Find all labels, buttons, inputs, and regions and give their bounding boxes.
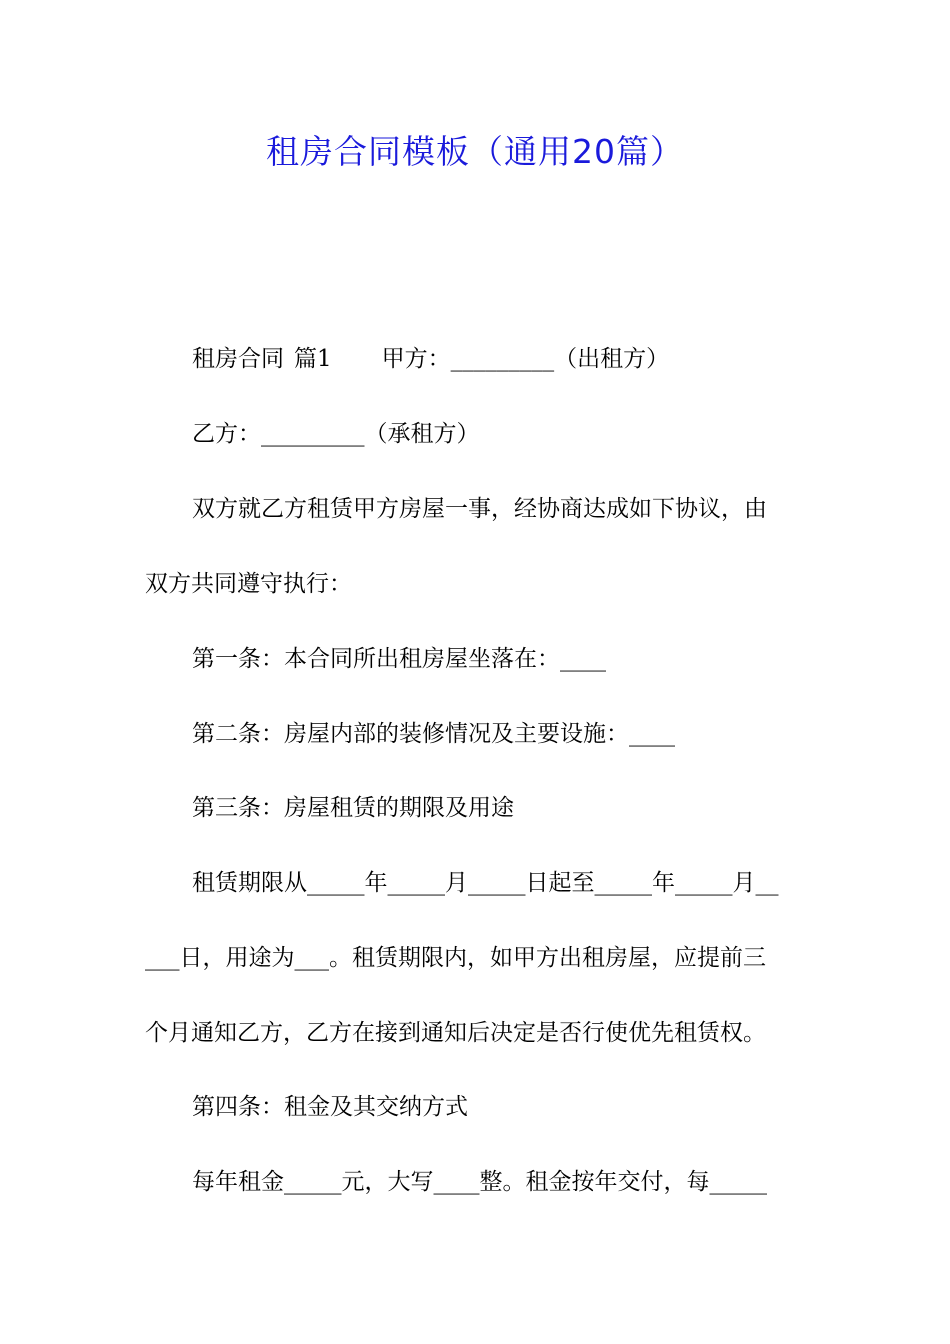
- article-2: 第二条：房屋内部的装修情况及主要设施：____: [192, 721, 675, 747]
- rent-line: 每年租金_____元，大写____整。租金按年交付，每_____: [192, 1169, 767, 1195]
- contract-name: 租房合同: [192, 346, 284, 372]
- contract-header-line: [192, 343, 862, 375]
- document-title: 租房合同模板（通用20篇）: [266, 132, 684, 171]
- lease-term-line-cont2: 个月通知乙方，乙方在接到通知后决定是否行使优先租赁权。: [145, 1020, 766, 1046]
- party-b-line: 乙方：_________（承租方）: [192, 421, 480, 447]
- party-a-line: 甲方：_________（出租方）: [381, 346, 670, 372]
- paragraph-intro: 双方就乙方租赁甲方房屋一事，经协商达成如下协议，由: [192, 496, 767, 522]
- article-4: 第四条：租金及其交纳方式: [192, 1094, 468, 1120]
- contract-number: 篇1: [294, 346, 332, 372]
- paragraph-intro-cont: 双方共同遵守执行：: [145, 571, 352, 597]
- article-3: 第三条：房屋租赁的期限及用途: [192, 795, 514, 821]
- lease-term-line: 租赁期限从_____年_____月_____日起至_____年_____月__: [192, 870, 779, 896]
- lease-term-line-cont: ___日，用途为___。租赁期限内，如甲方出租房屋，应提前三: [145, 945, 766, 971]
- article-1: 第一条：本合同所出租房屋坐落在：____: [192, 646, 606, 672]
